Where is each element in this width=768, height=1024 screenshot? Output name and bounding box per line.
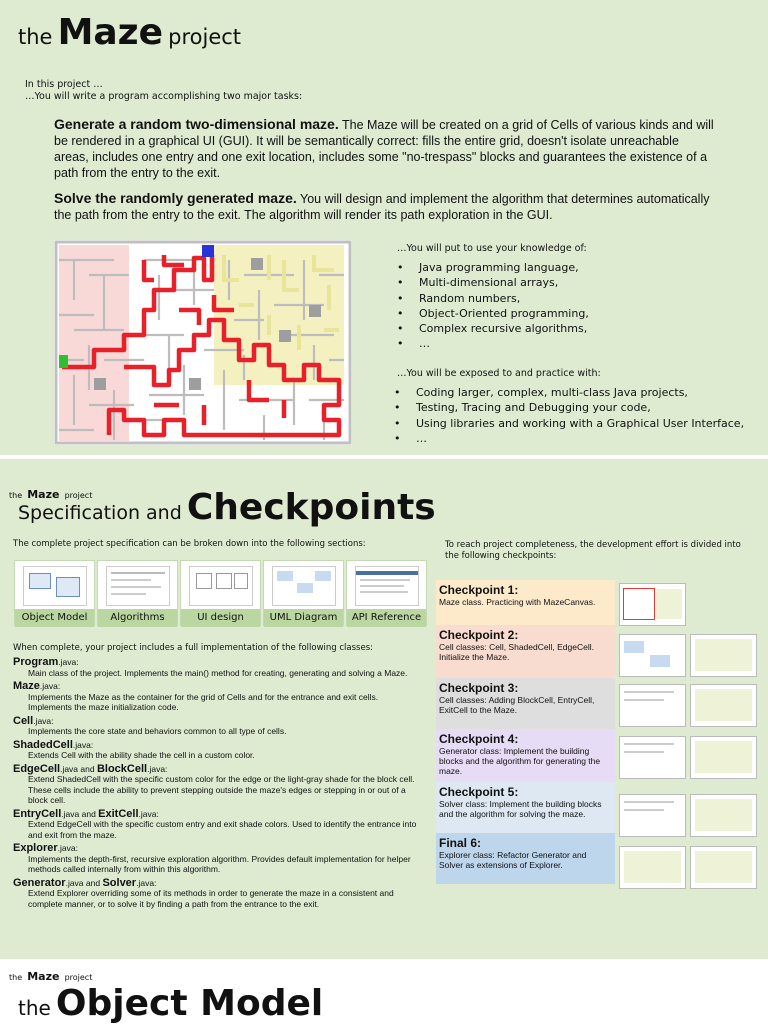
class-name-2: BlockCell [96,762,148,775]
class-desc: Extend Explorer overriding some of its methods in order to generate the maze in a consistent and complete manner, or to solve it by finding a path from the entrance to the exit. [28,888,394,909]
checkpoint-3[interactable] [436,678,615,729]
class-ext: .java: [33,715,54,726]
checkpoint-3-shots [619,684,761,727]
class-entry [13,716,423,737]
class-name: Maze [13,680,40,692]
section-thumbnail [189,566,253,606]
title-tail: project [168,25,242,49]
class-name: EdgeCell [13,762,61,775]
task-generate-heading: Generate a random two-dimensional maze. [54,116,339,132]
classes-list [13,657,423,912]
section-thumbnail [272,566,336,606]
class-name: Explorer [13,842,58,854]
class-name: Generator [13,876,66,889]
task-solve-heading: Solve the randomly generated maze. [54,190,297,206]
class-entry [13,843,423,875]
class-entry [13,878,423,910]
checkpoint-title: Checkpoint 1: [439,583,519,597]
page-object-model [0,963,768,1024]
checkpoint-doc-thumbnail[interactable] [619,736,686,779]
knowledge-intro: …You will put to use your knowledge of: [397,243,587,254]
header-the: the [9,973,23,982]
checkpoint-2[interactable] [436,625,615,678]
checkpoint-doc-thumbnail[interactable] [690,684,757,727]
class-ext: .java and [65,877,103,888]
section-card-ui-design[interactable] [180,560,261,626]
checkpoint-title: Checkpoint 3: [439,681,519,695]
checkpoint-2-shots [619,634,761,677]
class-ext-2: .java: [147,763,168,774]
section-label: Object Model [15,609,94,627]
checkpoint-doc-thumbnail[interactable] [619,583,686,626]
checkpoint-doc-thumbnail[interactable] [619,684,686,727]
checkpoint-desc: Generator class: Implement the building blocks and the algorithm for generating the maze. [439,746,601,776]
knowledge-item: • Multi-dimensional arrays, [397,275,757,290]
class-desc: Extends Cell with the ability shade the cell in a custom color. [28,750,255,760]
class-desc: Implements the core state and behaviors common to all type of cells. [28,726,287,736]
class-name-2: Solver [102,876,137,889]
class-name-2: ExitCell [98,807,139,820]
checkpoint-desc: Cell classes: Adding BlockCell, EntryCell, ExitCell to the Maze. [439,695,595,715]
checkpoint-5-shots [619,794,761,837]
section-label: UML Diagram [264,609,343,627]
maze-illustration [54,240,352,445]
class-entry [13,809,423,841]
section-thumbnail [106,566,170,606]
checkpoint-desc: Explorer class: Refactor Generator and Solver as extensions of Explorer. [439,850,587,870]
class-ext: .java: [72,739,94,750]
checkpoint-5[interactable] [436,782,615,833]
checkpoint-1-shots [619,583,690,626]
section-thumbnail [23,566,87,606]
spec-sections [14,560,429,626]
class-entry [13,657,423,678]
class-ext-2: .java: [138,808,159,819]
knowledge-item: • Random numbers, [397,291,757,306]
class-name: EntryCell [13,807,62,820]
header-main: Maze [27,488,60,501]
title-the: the [18,25,53,49]
class-desc: Implements the Maze as the container for the grid of Cells and for the entrance and exit cells. Implements the maze initialization code. [28,691,379,712]
intro-line-1: In this project … [25,79,103,90]
header-the: the [9,491,23,500]
knowledge-item: • … [397,336,757,351]
title-the: the [18,996,51,1020]
spec-intro: The complete project specification can be broken down into the following sections: [13,539,366,549]
section-card-uml-diagram[interactable] [263,560,344,626]
checkpoint-doc-thumbnail[interactable] [619,846,686,889]
class-ext: .java: [39,681,61,691]
practice-list [394,385,764,446]
class-desc: Main class of the project. Implements the main() method for creating, generating and solving a Maze. [28,667,408,678]
task-solve-body: You will design and implement the algorithm that determines automatically the path from the entry to the exit. The algorithm will render its path exploration in the GUI. [54,192,710,222]
header-main: Maze [27,970,60,983]
intro-text [25,79,302,103]
practice-item: • … [394,431,764,446]
title-checkpoints: Checkpoints [186,487,436,528]
checkpoints-intro: To reach project completeness, the development effort is divided into the following checkpoints: [445,540,741,561]
classes-intro: When complete, your project includes a full implementation of the following classes: [13,643,374,653]
title-main: Maze [57,12,164,53]
practice-item: • Using libraries and working with a Graphical User Interface, [394,416,764,431]
class-entry [13,740,423,761]
practice-item: • Testing, Tracing and Debugging your code, [394,400,764,415]
checkpoint-final-shots [619,846,761,889]
intro-line-2: …You will write a program accomplishing two major tasks: [25,91,303,102]
section-card-api-reference[interactable] [346,560,427,626]
maze-graphic [54,240,352,445]
class-ext: .java: [58,657,79,667]
header-tail: project [64,973,93,982]
checkpoint-4-shots [619,736,761,779]
class-entry [13,681,423,713]
section-card-algorithms[interactable] [97,560,178,626]
checkpoint-doc-thumbnail[interactable] [690,634,757,677]
title-spec: Specification and [18,502,182,524]
task-generate-body: The Maze will be created on a grid of Cells of various kinds and will be rendered in a graphical UI (GUI). It will be semantically correct: fills the entire grid, doesn't isolate unreachable areas, includes one entry and one exit location, includes some "no-trespass" blocks and guarantees the existence of a path from the entry to the exit. [54,118,714,180]
page-title [18,12,241,53]
class-name: ShadedCell [13,738,73,751]
task-generate [54,116,714,181]
checkpoint-desc: Solver class: Implement the building blocks and the algorithm for solving the maze. [439,799,602,819]
page-header [9,965,92,984]
checkpoint-doc-thumbnail[interactable] [690,736,757,779]
section-thumbnail [355,566,419,606]
checkpoint-doc-thumbnail[interactable] [619,634,686,677]
knowledge-list [397,260,757,352]
checkpoint-desc: Cell classes: Cell, ShadedCell, EdgeCell. Initialize the Maze. [439,642,594,662]
section-label: API Reference [347,609,426,627]
section-label: Algorithms [98,609,177,627]
class-ext-2: .java: [136,877,157,888]
class-name: Program [13,656,59,668]
header-tail: project [64,491,93,500]
class-desc: Extend ShadedCell with the specific custom color for the edge or the light-gray shade for the block cell. These cells include the ability to prevent stepping outside the maze's edges or stepping in or out of a block cell. [28,774,415,805]
section-label: UI design [181,609,260,627]
class-entry [13,764,423,806]
section-title [18,487,436,528]
section-title [18,983,323,1024]
class-ext: .java: [57,843,78,853]
checkpoint-title: Checkpoint 2: [439,628,519,642]
class-ext: .java and [61,808,99,819]
knowledge-item: • Java programming language, [397,260,757,275]
page-spec-checkpoints [0,459,768,959]
page-intro [0,0,768,455]
class-desc: Extend EdgeCell with the specific custom entry and exit shade colors. Used to identify the entrance into and exit from the maze. [28,819,417,840]
checkpoint-doc-thumbnail[interactable] [619,794,686,837]
class-name: Cell [13,714,34,727]
task-solve [54,190,714,223]
section-card-object-model[interactable] [14,560,95,626]
checkpoint-final[interactable] [436,833,615,884]
class-desc: Implements the depth-first, recursive exploration algorithm. Provides default implementation for helper methods called internally from within this algorithm. [28,853,411,874]
knowledge-item: • Complex recursive algorithms, [397,321,757,336]
title-object-model: Object Model [55,983,324,1024]
checkpoint-title: Checkpoint 5: [439,785,519,799]
knowledge-item: • Object-Oriented programming, [397,306,757,321]
practice-intro: …You will be exposed to and practice with: [397,368,601,379]
checkpoint-title: Final 6: [439,836,482,850]
class-ext: .java and [60,763,97,774]
checkpoint-4[interactable] [436,729,615,782]
checkpoint-1[interactable] [436,580,615,625]
checkpoint-doc-thumbnail[interactable] [690,846,757,889]
practice-item: • Coding larger, complex, multi-class Java projects, [394,385,764,400]
checkpoint-doc-thumbnail[interactable] [690,794,757,837]
checkpoint-title: Checkpoint 4: [439,732,519,746]
checkpoint-desc: Maze class. Practicing with MazeCanvas. [439,597,596,607]
